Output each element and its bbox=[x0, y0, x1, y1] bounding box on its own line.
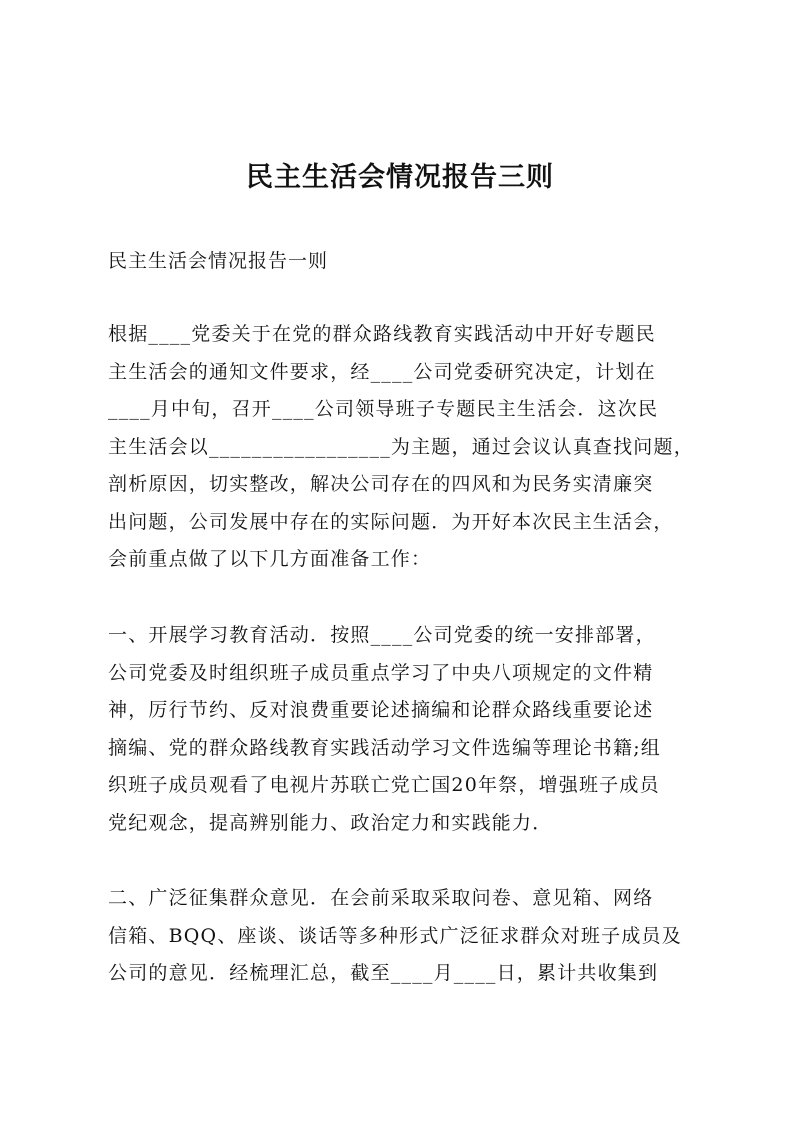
text-line: 主生活会以_________________为主题，通过会议认真查找问题， bbox=[108, 435, 694, 458]
text-line: 公司的意见．经梳理汇总，截至____月____日，累计共收集到 bbox=[108, 962, 659, 984]
text-line: 党纪观念，提高辨别能力、政治定力和实践能力． bbox=[108, 811, 553, 834]
text-line: 织班子成员观看了电视片苏联亡党亡国20年祭，增强班子成员 bbox=[108, 774, 660, 796]
text-line: 主生活会的通知文件要求，经____公司党委研究决定，计划在 bbox=[108, 360, 656, 383]
document-title: 民主生活会情况报告三则 bbox=[246, 162, 554, 193]
text-line: 一、开展学习教育活动．按照____公司党委的统一安排部署， bbox=[108, 624, 656, 646]
text-line: 公司党委及时组织班子成员重点学习了中央八项规定的文件精 bbox=[108, 661, 654, 684]
text-line: 根据____党委关于在党的群众路线教育实践活动中开好专题民 bbox=[108, 323, 656, 345]
text-line: ____月中旬，召开____公司领导班子专题民主生活会．这次民 bbox=[108, 398, 659, 420]
text-line: 摘编、党的群众路线教育实践活动学习文件选编等理论书籍;组 bbox=[108, 736, 662, 759]
text-line: 二、广泛征集群众意见．在会前采取采取问卷、意见箱、网络 bbox=[108, 887, 654, 909]
paragraph-study-activities bbox=[108, 617, 696, 842]
document-subtitle: 民主生活会情况报告一则 bbox=[108, 250, 329, 272]
text-line: 神，厉行节约、反对浪费重要论述摘编和论群众路线重要论述 bbox=[108, 699, 654, 721]
text-line: 剖析原因，切实整改，解决公司存在的四风和为民务实清廉突 bbox=[108, 473, 654, 495]
text-line: 信箱、BQQ、座谈、谈话等多种形式广泛征求群众对班子成员及 bbox=[108, 924, 682, 947]
paragraph-collect-opinions bbox=[108, 880, 696, 993]
paragraph-intro bbox=[108, 316, 696, 579]
text-line: 会前重点做了以下几方面准备工作： bbox=[108, 548, 432, 570]
text-line: 出问题，公司发展中存在的实际问题．为开好本次民主生活会， bbox=[108, 510, 674, 533]
